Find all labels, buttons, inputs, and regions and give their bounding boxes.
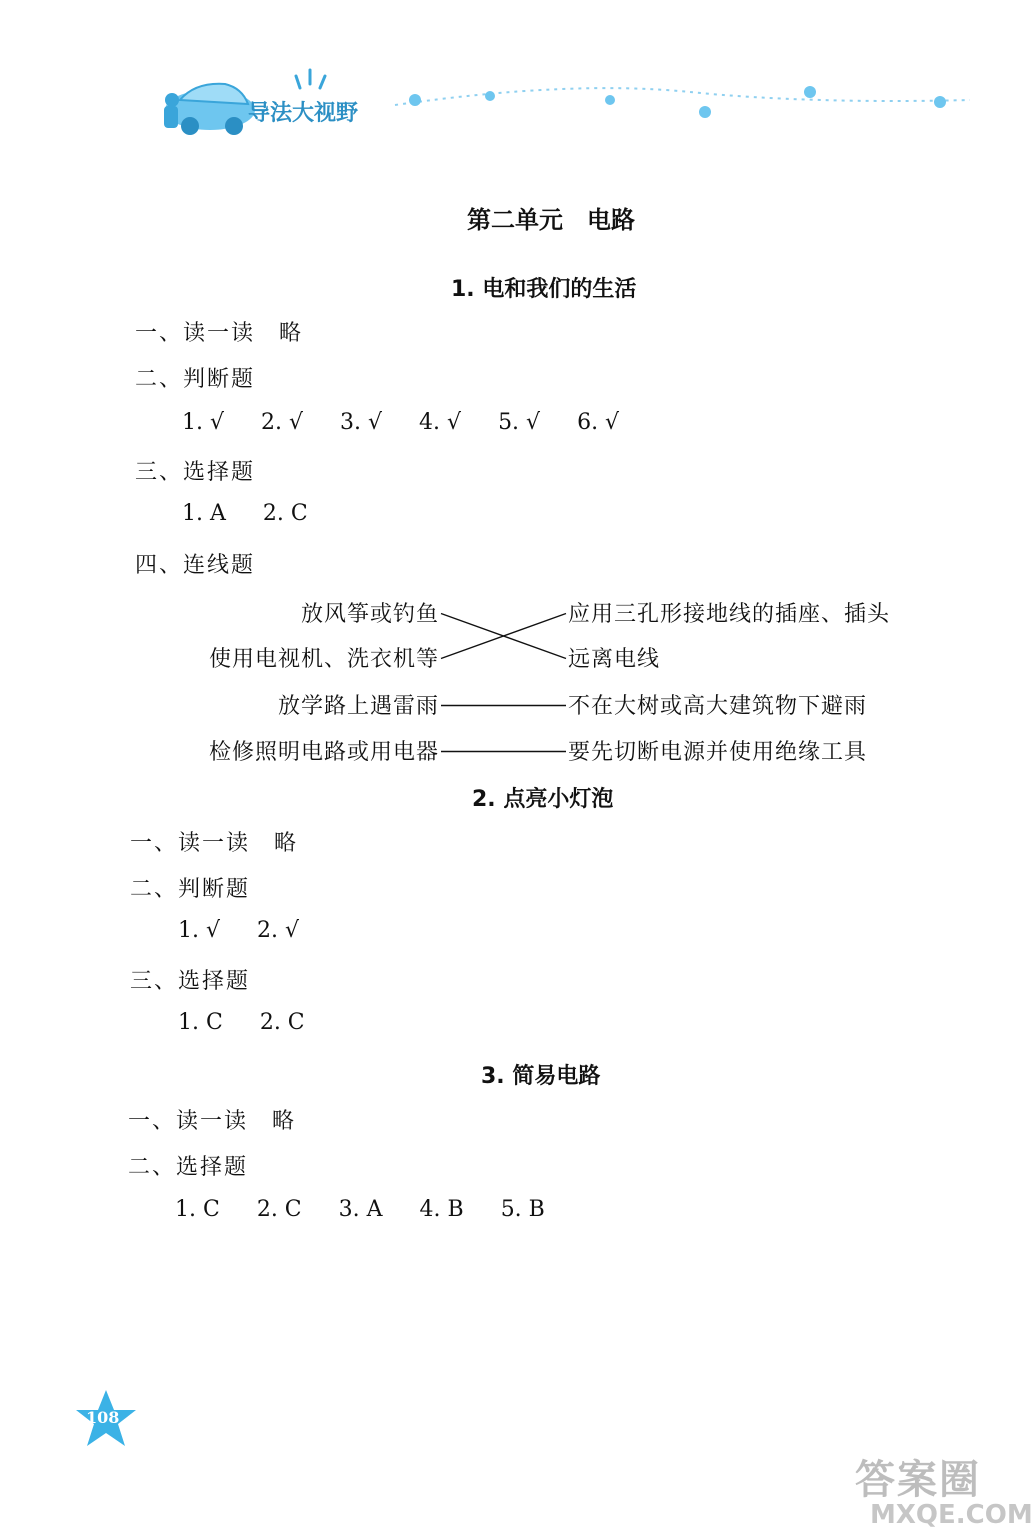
- banner-title: 导法大视野: [248, 101, 359, 126]
- answer: 6. √: [577, 410, 620, 435]
- lesson-2-judge-answers: [178, 918, 329, 943]
- answer: 1. √: [178, 918, 221, 943]
- answer: 3. A: [338, 1197, 383, 1222]
- answer: 2. C: [262, 501, 308, 526]
- match-left-item: 放学路上遇雷雨: [277, 694, 439, 719]
- answer: 2. √: [257, 918, 300, 943]
- watermark-logo: 答案圈: [855, 1457, 981, 1503]
- lesson-1-choice: 三、选择题: [135, 460, 256, 485]
- answer: 2. C: [259, 1010, 305, 1035]
- answer: 1. A: [182, 501, 226, 526]
- unit-title: 第二单元 电路: [467, 206, 635, 234]
- lesson-3-read: 一、读一读 略: [128, 1109, 297, 1134]
- answer: 5. B: [500, 1197, 545, 1222]
- answer: 4. √: [419, 410, 462, 435]
- answer: 1. √: [182, 410, 225, 435]
- lesson-3-choice-answers: [175, 1197, 575, 1222]
- lesson-1-read: 一、读一读 略: [135, 321, 304, 346]
- match-left-item: 检修照明电路或用电器: [208, 740, 439, 765]
- lesson-2-judge: 二、判断题: [130, 877, 251, 902]
- lesson-1-title: 1. 电和我们的生活: [451, 277, 637, 302]
- match-left-item: 使用电视机、洗衣机等: [208, 647, 439, 672]
- match-right-item: 远离电线: [568, 647, 661, 672]
- lesson-2-title: 2. 点亮小灯泡: [472, 787, 614, 812]
- lesson-3-title: 3. 简易电路: [481, 1064, 601, 1089]
- answer: 3. √: [340, 410, 383, 435]
- answer: 2. √: [261, 410, 304, 435]
- answer: 4. B: [419, 1197, 464, 1222]
- answer: 5. √: [498, 410, 541, 435]
- page-number: 108: [86, 1408, 120, 1427]
- answer: 2. C: [256, 1197, 302, 1222]
- lesson-3-choice: 二、选择题: [128, 1155, 249, 1180]
- match-right-item: 要先切断电源并使用绝缘工具: [568, 740, 868, 765]
- match-right-item: 应用三孔形接地线的插座、插头: [568, 602, 891, 627]
- lesson-2-read: 一、读一读 略: [130, 831, 299, 856]
- lesson-1-judge: 二、判断题: [135, 367, 256, 392]
- match-right-item: 不在大树或高大建筑物下避雨: [568, 694, 868, 719]
- lesson-2-choice-answers: [178, 1010, 335, 1035]
- answer: 1. C: [175, 1197, 220, 1222]
- answer: 1. C: [178, 1010, 223, 1035]
- lesson-1-matching: 四、连线题: [135, 553, 256, 578]
- lesson-2-choice: 三、选择题: [130, 969, 251, 994]
- match-left-item: 放风筝或钓鱼: [300, 602, 439, 627]
- watermark-url: MXQE.COM: [870, 1500, 1033, 1530]
